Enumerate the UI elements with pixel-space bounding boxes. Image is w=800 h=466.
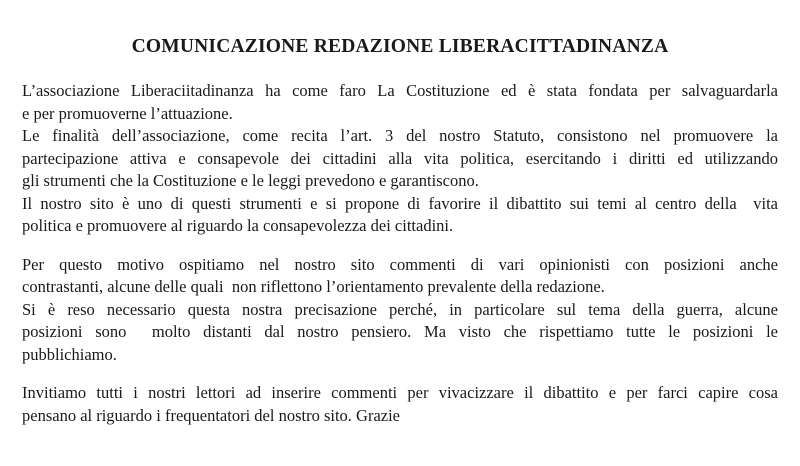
text-line: e per promuoverne l’attuazione. (22, 103, 233, 123)
text-line: Per questo motivo ospitiamo nel nostro sito commenti di vari opinionisti con posizioni anche (22, 254, 778, 274)
paragraph (22, 382, 778, 427)
document-title: COMUNICAZIONE REDAZIONE LIBERACITTADINANZA (131, 36, 669, 57)
paragraph (22, 80, 778, 238)
text-line: posizioni sono molto distanti dal nostro pensiero. Ma visto che rispettiamo tutte le posizioni le (22, 322, 778, 341)
text-line: politica e promuovere al riguardo la consapevolezza dei cittadini. (22, 216, 454, 235)
text-line: L’associazione Liberaciitadinanza ha come faro La Costituzione ed è stata fondata per salvaguardarla (22, 81, 778, 100)
text-line: Il nostro sito è uno di questi strumenti e si propone di favorire il dibattito sui temi al centro della vita (22, 193, 778, 213)
text-line: contrastanti, alcune delle quali non riflettono l’orientamento prevalente della redazione. (22, 277, 605, 296)
document-body (22, 80, 778, 427)
text-line: Invitiamo tutti i nostri lettori ad inserire commenti per vivacizzare il dibattito e per farci capire cosa (22, 383, 778, 402)
paragraph (22, 254, 778, 367)
text-line: gli strumenti che la Costituzione e le leggi prevedono e garantiscono. (22, 171, 479, 190)
text-line: partecipazione attiva e consapevole dei cittadini alla vita politica, esercitando i diritti ed utilizzando (22, 148, 778, 168)
text-line: Le finalità dell’associazione, come recita l’art. 3 del nostro Statuto, consistono nel promuovere la (22, 126, 778, 145)
text-line: Si è reso necessario questa nostra precisazione perché, in particolare sul tema della guerra, alcune (22, 299, 778, 319)
text-line: pubblichiamo. (22, 344, 117, 364)
text-line: pensano al riguardo i frequentatori del nostro sito. Grazie (22, 405, 401, 425)
